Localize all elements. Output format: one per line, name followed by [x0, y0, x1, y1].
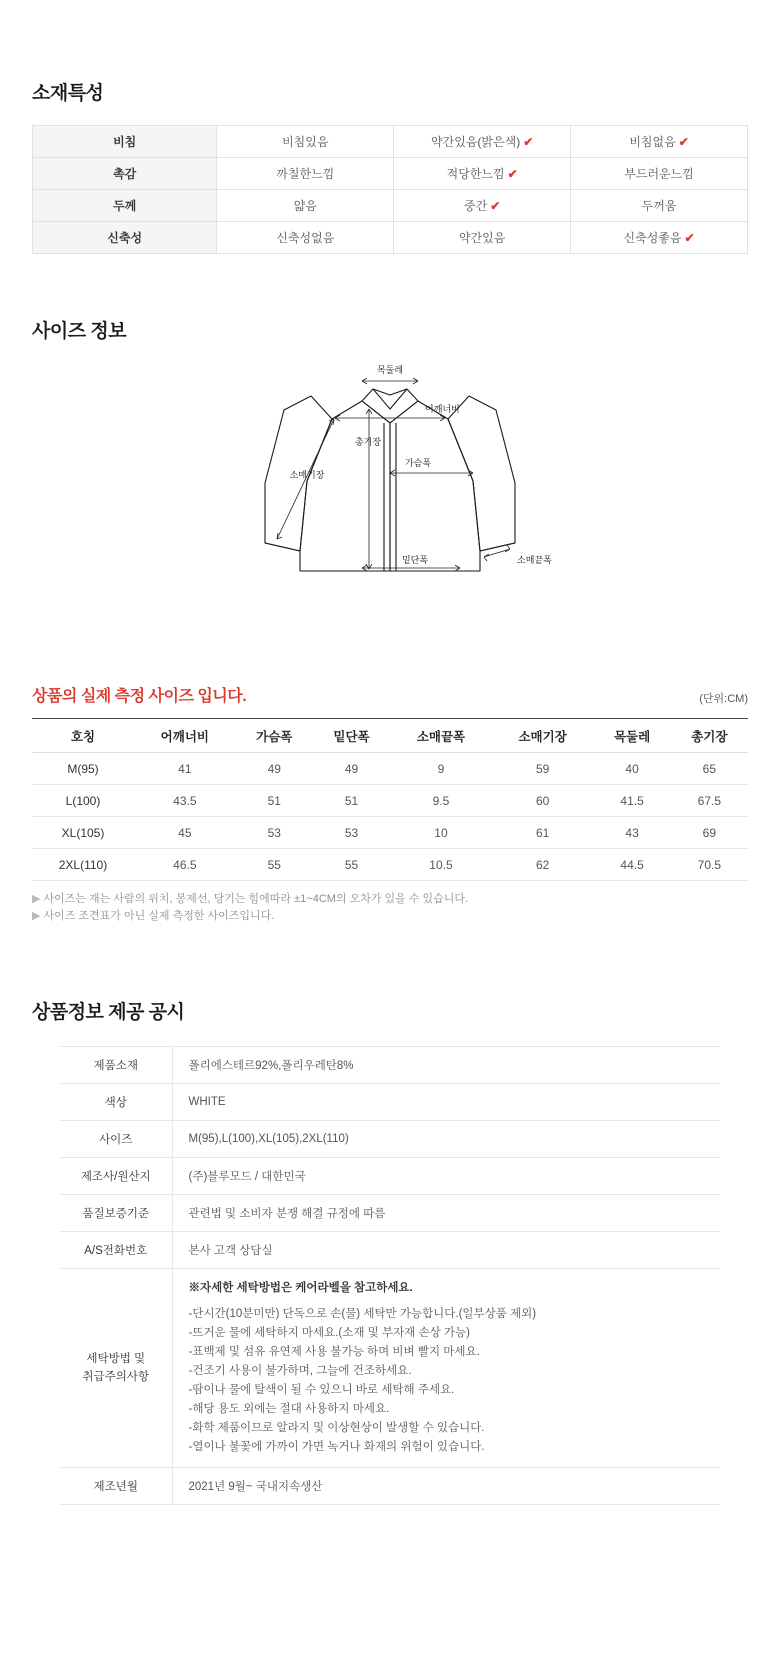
product-info-row — [60, 1084, 720, 1121]
size-value-cell: 10 — [390, 817, 492, 849]
measurement-title: 상품의 실제 측정 사이즈 입니다. — [32, 688, 247, 705]
measurement-header — [32, 683, 748, 706]
product-info-value: M(95),L(100),XL(105),2XL(110) — [172, 1121, 720, 1158]
material-row-label: 촉감 — [33, 158, 217, 190]
measurement-section — [32, 631, 748, 925]
material-option — [394, 126, 571, 158]
size-name-cell: L(100) — [32, 785, 134, 817]
size-table-header-cell: 어깨너비 — [134, 719, 236, 753]
made-date-row — [60, 1468, 720, 1505]
size-value-cell: 55 — [236, 849, 313, 881]
check-icon: ✔ — [523, 135, 534, 149]
triangle-icon: ▶ — [32, 893, 41, 905]
material-row — [33, 126, 748, 158]
note-item — [32, 891, 748, 908]
wash-item: -건조기 사용이 불가하며, 그늘에 건조하세요. — [188, 1365, 412, 1377]
size-table-header-cell: 소매끝폭 — [390, 719, 492, 753]
product-info-key: A/S전화번호 — [60, 1232, 172, 1269]
table-row — [32, 753, 748, 785]
size-table-header-cell: 총기장 — [671, 719, 748, 753]
wash-item: -단시간(10분미만) 단독으로 손(물) 세탁만 가능합니다.(일부상품 제외) — [188, 1308, 537, 1320]
product-info-row — [60, 1047, 720, 1084]
size-value-cell: 51 — [236, 785, 313, 817]
size-value-cell: 61 — [492, 817, 594, 849]
size-value-cell: 43.5 — [134, 785, 236, 817]
size-name-cell: XL(105) — [32, 817, 134, 849]
size-value-cell: 10.5 — [390, 849, 492, 881]
size-table-header-cell: 호칭 — [32, 719, 134, 753]
product-info-table — [60, 1046, 720, 1505]
material-option — [571, 126, 748, 158]
material-option-label: 부드러운느낌 — [624, 167, 694, 181]
size-value-cell: 9.5 — [390, 785, 492, 817]
size-value-cell: 53 — [313, 817, 390, 849]
material-option-label: 까칠한느낌 — [276, 167, 335, 181]
size-value-cell: 62 — [492, 849, 594, 881]
material-option-label: 얇음 — [293, 199, 317, 213]
wash-item: -표백제 및 섬유 유연제 사용 불가능 하며 비벼 빨지 마세요. — [188, 1346, 480, 1358]
product-info-value: 본사 고객 상담실 — [172, 1232, 720, 1269]
wash-key-line1: 세탁방법 및 — [86, 1353, 146, 1365]
material-option-label: 신축성좋음 — [623, 231, 682, 245]
wash-heading: ※자세한 세탁방법은 케어라벨을 참고하세요. — [188, 1282, 413, 1294]
wash-instructions-value — [172, 1269, 720, 1468]
measurement-unit: (단위:CM) — [699, 693, 748, 705]
size-value-cell: 44.5 — [593, 849, 670, 881]
size-info-title: 사이즈 정보 — [32, 321, 127, 342]
product-info-row — [60, 1158, 720, 1195]
check-icon: ✔ — [490, 199, 501, 213]
material-characteristics-section — [32, 0, 748, 254]
size-value-cell: 40 — [593, 753, 670, 785]
product-info-value: 폴리에스테르92%,폴리우레탄8% — [172, 1047, 720, 1084]
product-info-key: 색상 — [60, 1084, 172, 1121]
material-option — [571, 190, 748, 222]
table-row — [32, 817, 748, 849]
table-row — [32, 785, 748, 817]
wash-instructions-key — [60, 1269, 172, 1468]
material-option — [394, 190, 571, 222]
material-option — [571, 222, 748, 254]
size-value-cell: 53 — [236, 817, 313, 849]
product-info-title: 상품정보 제공 공시 — [32, 1002, 185, 1023]
measurement-notes — [32, 891, 748, 925]
label-sleeve: 소매기장 — [289, 470, 325, 480]
material-option-label: 비침있음 — [282, 135, 329, 149]
product-info-key: 품질보증기준 — [60, 1195, 172, 1232]
product-info-value: (주)블루모드 / 대한민국 — [172, 1158, 720, 1195]
label-cuff: 소매끝폭 — [517, 555, 552, 565]
material-row — [33, 190, 748, 222]
size-table-header-row — [32, 719, 748, 753]
material-option — [217, 158, 394, 190]
product-info-key: 사이즈 — [60, 1121, 172, 1158]
material-option-label: 중간 — [464, 199, 488, 213]
size-value-cell: 9 — [390, 753, 492, 785]
size-value-cell: 69 — [671, 817, 748, 849]
size-value-cell: 49 — [236, 753, 313, 785]
made-date-key: 제조년월 — [60, 1468, 172, 1505]
product-info-value: WHITE — [172, 1084, 720, 1121]
label-shoulder: 어깨너비 — [425, 404, 460, 414]
wash-item: -화학 제품이므로 알라지 및 이상현상이 발생할 수 있습니다. — [188, 1422, 485, 1434]
wash-item: -뜨거운 물에 세탁하지 마세요.(소재 및 부자재 손상 가능) — [188, 1327, 470, 1339]
shirt-diagram — [32, 361, 748, 631]
material-row-label: 비침 — [33, 126, 217, 158]
check-icon: ✔ — [684, 231, 695, 245]
label-neck: 목둘레 — [376, 365, 404, 375]
note-item — [32, 908, 748, 925]
size-value-cell: 70.5 — [671, 849, 748, 881]
material-option-label: 비침없음 — [629, 135, 676, 149]
size-value-cell: 46.5 — [134, 849, 236, 881]
material-section-title: 소재특성 — [32, 83, 104, 104]
size-value-cell: 43 — [593, 817, 670, 849]
table-row — [32, 849, 748, 881]
size-value-cell: 45 — [134, 817, 236, 849]
size-value-cell: 59 — [492, 753, 594, 785]
material-option-label: 두꺼움 — [641, 199, 677, 213]
label-chest: 가슴폭 — [404, 458, 432, 468]
size-value-cell: 51 — [313, 785, 390, 817]
material-option-label: 적당한느낌 — [446, 167, 505, 181]
material-row — [33, 222, 748, 254]
size-info-section — [32, 254, 748, 631]
product-info-row — [60, 1121, 720, 1158]
product-info-key: 제조사/원산지 — [60, 1158, 172, 1195]
size-table-header-cell: 가슴폭 — [236, 719, 313, 753]
material-option — [394, 158, 571, 190]
material-table — [32, 125, 748, 254]
wash-item: -열이나 불꽃에 가까이 가면 녹거나 화재의 위험이 있습니다. — [188, 1441, 485, 1453]
wash-list — [189, 1305, 721, 1457]
material-option-label: 약간있음 — [458, 231, 506, 245]
material-row-label: 신축성 — [33, 222, 217, 254]
check-icon: ✔ — [507, 167, 518, 181]
material-row-label: 두께 — [33, 190, 217, 222]
made-date-value: 2021년 9월~ 국내지속생산 — [172, 1468, 720, 1505]
size-value-cell: 55 — [313, 849, 390, 881]
material-option-label: 신축성없음 — [276, 231, 335, 245]
wash-instructions-row — [60, 1269, 720, 1468]
material-option — [394, 222, 571, 254]
size-name-cell: M(95) — [32, 753, 134, 785]
wash-item: -땀이나 물에 탈색이 될 수 있으니 바로 세탁해 주세요. — [188, 1384, 455, 1396]
note-text: 사이즈는 재는 사람의 위치, 봉제선, 당기는 힘에따라 ±1~4CM의 오차가 있을 수 있습니다. — [43, 893, 469, 905]
wash-key-line2: 취급주의사항 — [82, 1371, 150, 1383]
product-info-row — [60, 1195, 720, 1232]
size-value-cell: 41.5 — [593, 785, 670, 817]
triangle-icon: ▶ — [32, 910, 41, 922]
size-value-cell: 60 — [492, 785, 594, 817]
size-name-cell: 2XL(110) — [32, 849, 134, 881]
size-value-cell: 49 — [313, 753, 390, 785]
size-table-header-cell: 목둘레 — [593, 719, 670, 753]
check-icon: ✔ — [678, 135, 689, 149]
note-text: 사이즈 조견표가 아닌 실제 측정한 사이즈입니다. — [43, 910, 275, 922]
product-info-section — [32, 925, 748, 1505]
size-table — [32, 718, 748, 881]
size-value-cell: 41 — [134, 753, 236, 785]
material-option-label: 약간있음(밝은색) — [431, 135, 521, 149]
size-value-cell: 67.5 — [671, 785, 748, 817]
label-hem: 밑단폭 — [401, 555, 429, 565]
product-info-key: 제품소재 — [60, 1047, 172, 1084]
size-table-header-cell: 밑단폭 — [313, 719, 390, 753]
material-option — [217, 126, 394, 158]
material-option — [571, 158, 748, 190]
product-info-value: 관련법 및 소비자 분쟁 해결 규정에 따름 — [172, 1195, 720, 1232]
size-value-cell: 65 — [671, 753, 748, 785]
material-option — [217, 222, 394, 254]
material-option — [217, 190, 394, 222]
wash-item: -해당 용도 외에는 절대 사용하지 마세요. — [188, 1403, 390, 1415]
material-row — [33, 158, 748, 190]
product-info-row — [60, 1232, 720, 1269]
label-length: 총기장 — [354, 437, 382, 447]
size-table-header-cell: 소매기장 — [492, 719, 594, 753]
